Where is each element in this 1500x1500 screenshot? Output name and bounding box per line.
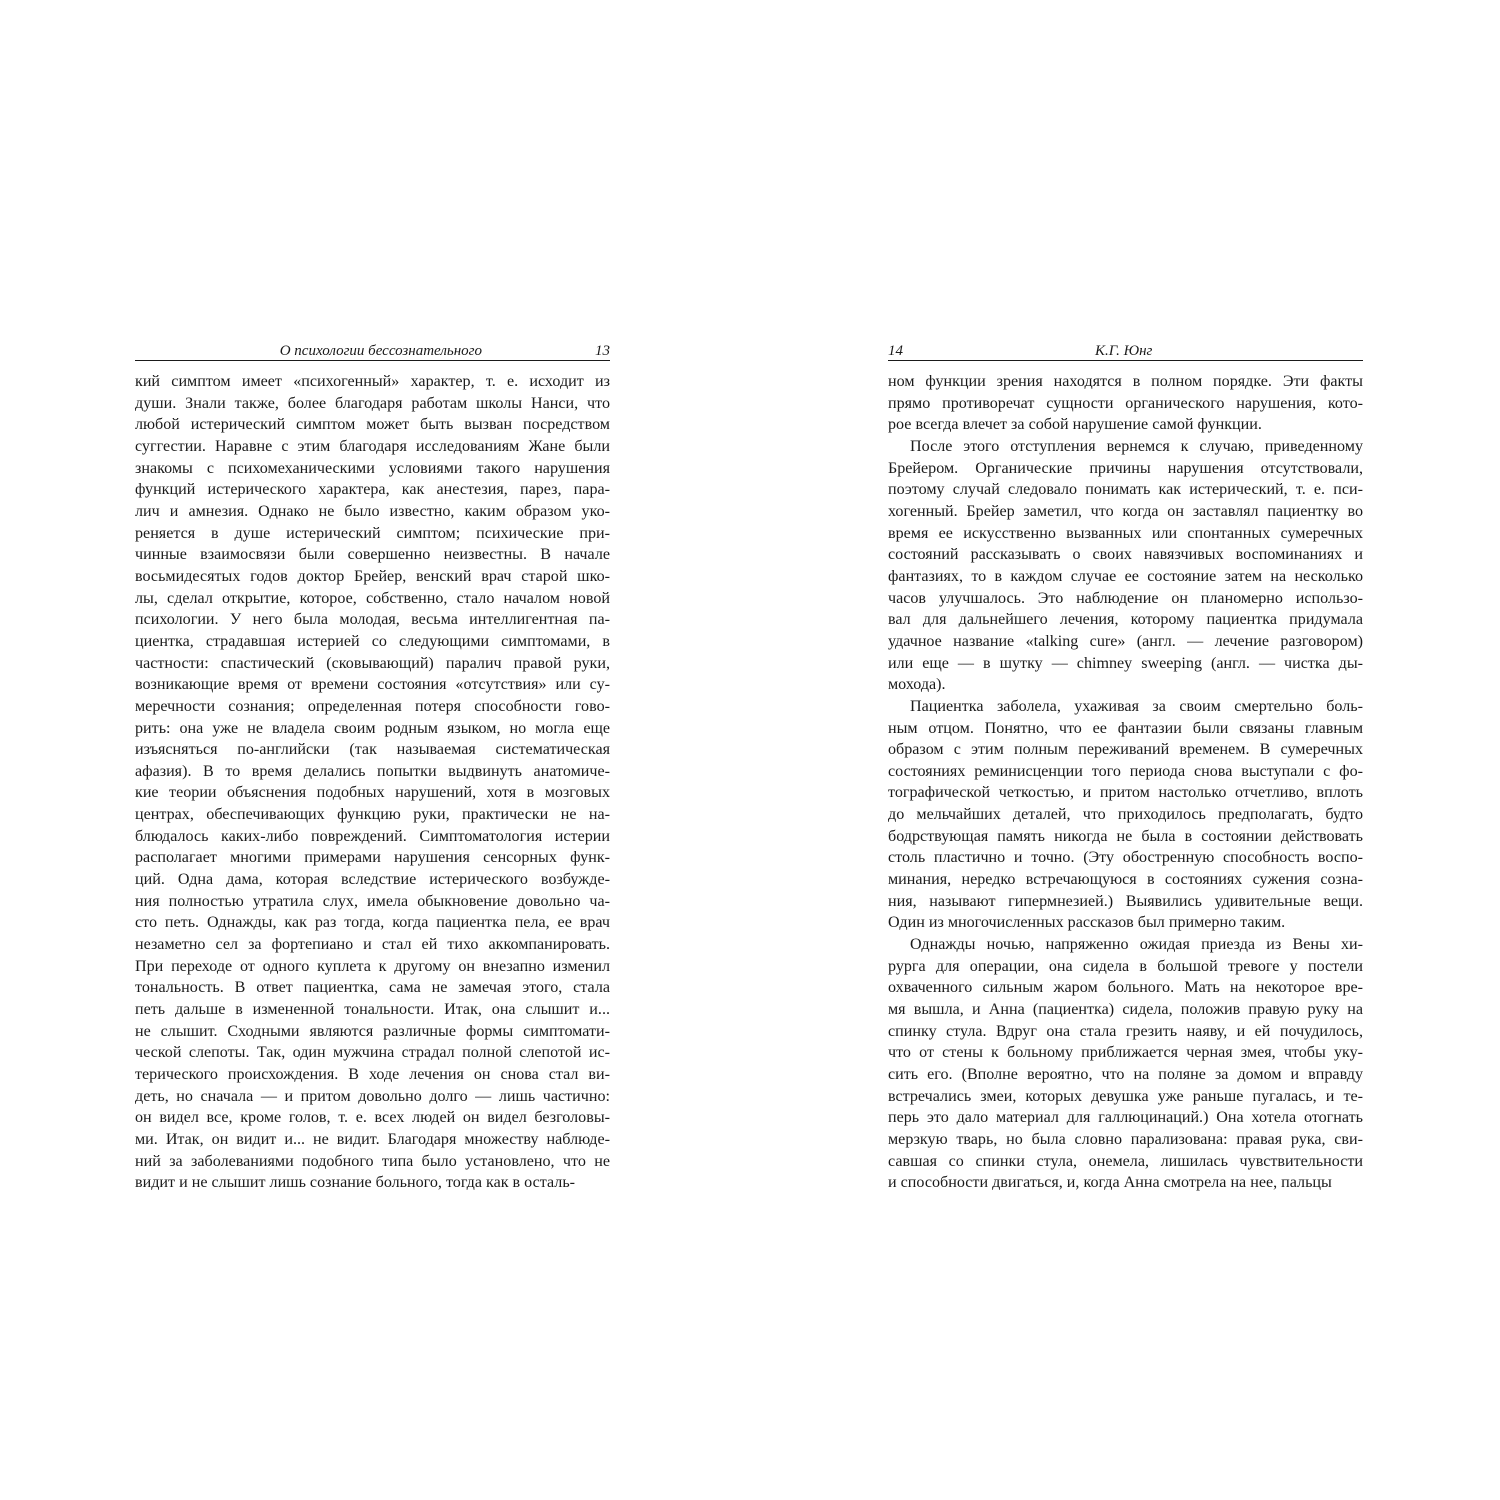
text-line: деть, но сначала — и притом довольно долго — лишь частично: (135, 1087, 610, 1105)
text-line: мохода). (888, 676, 946, 694)
left-page-text (135, 371, 610, 1194)
text-line: циентка, страдавшая истерией со следующими симптомами, в (135, 632, 610, 650)
text-line: лич и амнезия. Однако не было известно, каким образом уко- (135, 502, 610, 520)
text-line: чинные взаимосвязи были совершенно неизвестны. В начале (135, 546, 610, 564)
text-line: рурга для операции, она сидела в большой тревоге у постели (888, 957, 1363, 975)
text-line: состояний рассказывать о своих навязчивых воспоминаниях и (888, 546, 1363, 564)
text-line: терического происхождения. В ходе лечения он снова стал ви- (135, 1066, 610, 1083)
text-line: тональность. В ответ пациентка, сама не замечая этого, стала (135, 979, 610, 997)
text-line: блюдалось каких-либо повреждений. Симптоматология истерии (135, 827, 610, 845)
text-line: состояниях реминисценции того периода снова выступали с фо- (888, 762, 1363, 780)
text-line: меречности сознания; определенная потеря способности гово- (135, 697, 610, 715)
text-line: ном функции зрения находятся в полном порядке. Эти факты (888, 373, 1363, 390)
text-line: тографической четкостью, и притом настолько отчетливо, вплоть (888, 784, 1363, 802)
text-line: часов улучшалось. Это наблюдение он планомерно использо- (888, 589, 1363, 607)
text-line: и способности двигаться, и, когда Анна смотрела на нее, пальцы (888, 1174, 1332, 1192)
text-line: мерзкую тварь, но была словно парализована: правая рука, сви- (888, 1130, 1363, 1148)
text-line: не слышит. Сходными являются различные формы симптомати- (135, 1022, 610, 1040)
text-line: суггестии. Наравне с этим благодаря исследованиям Жане были (135, 437, 610, 455)
text-line: время ее искусственно вызванных или спонтанных сумеречных (888, 524, 1363, 542)
text-line: рое всегда влечет за собой нарушение самой функции. (888, 416, 1262, 434)
text-line: спинку стула. Вдруг она стала грезить наяву, и ей почудилось, (888, 1022, 1363, 1040)
text-line: поэтому случай следовало понимать как истерический, т. е. пси- (888, 481, 1363, 499)
text-line: После этого отступления вернемся к случаю, приведенному (910, 437, 1363, 455)
text-line: минания, нередко встречающуюся в состояниях сужения созна- (888, 871, 1363, 889)
text-line: мя вышла, и Анна (пациентка) сидела, положив правую руку на (888, 1001, 1363, 1019)
text-line: При переходе от одного куплета к другому он внезапно изменил (135, 957, 610, 975)
text-line: частности: спастический (сковывающий) паралич правой руки, (135, 654, 610, 672)
text-line: кие теории объяснения подобных нарушений, хотя в мозговых (135, 784, 610, 802)
right-page (888, 343, 1363, 1194)
text-line: вал для дальнейшего лечения, которому пациентка придумала (888, 611, 1363, 629)
text-line: ния полностью утратила слух, имела обыкновение довольно ча- (135, 892, 610, 910)
text-line: охваченного сильным жаром больного. Мать на некоторое вре- (888, 979, 1363, 997)
text-line: до мельчайших деталей, что приходилось предполагать, будто (888, 806, 1363, 824)
right-page-number: 14 (888, 343, 903, 359)
text-line: образом с этим полным переживаний временем. В сумеречных (888, 741, 1363, 759)
text-line: ций. Одна дама, которая вследствие истерического возбужде- (135, 871, 610, 889)
text-line: столь пластично и точно. (Эту обостренную способность воспо- (888, 849, 1363, 867)
text-line: фантазиях, то в каждом случае ее состояние затем на несколько (888, 567, 1363, 585)
text-line: реняется в душе истерический симптом; психические при- (135, 524, 610, 542)
text-line: изъясняться по-английски (так называемая систематическая (135, 741, 610, 759)
text-line: что от стены к больному приближается черная змея, чтобы уку- (888, 1044, 1363, 1062)
text-line: психологии. У него была молодая, весьма интеллигентная па- (135, 611, 610, 629)
left-header-title: О психологии бессознательного (279, 343, 482, 359)
text-line: Пациентка заболела, ухаживая за своим смертельно боль- (910, 697, 1363, 715)
text-line: ми. Итак, он видит и... не видит. Благодаря множеству наблюде- (135, 1130, 610, 1148)
text-line: ния, называют гипермнезией.) Выявились удивительные вещи. (888, 892, 1363, 910)
text-line: перь это дало материал для галлюцинаций.) Она хотела отогнать (888, 1109, 1363, 1127)
right-page-text (888, 371, 1363, 1194)
left-running-header (135, 343, 610, 361)
text-line: незаметно сел за фортепиано и стал ей тихо аккомпанировать. (135, 936, 610, 954)
text-line: прямо противоречат сущности органического нарушения, кото- (888, 394, 1363, 412)
left-page (135, 343, 610, 1194)
text-line: рить: она уже не владела своим родным языком, но могла еще (135, 719, 610, 737)
text-line: афазия). В то время делались попытки выдвинуть анатомиче- (135, 762, 610, 780)
text-line: души. Знали также, более благодаря работам школы Нанси, что (135, 394, 610, 412)
text-line: кий симптом имеет «психогенный» характер, т. е. исходит из (135, 373, 610, 390)
text-line: Один из многочисленных рассказов был примерно таким. (888, 914, 1286, 932)
left-page-number: 13 (595, 343, 610, 359)
text-line: ным отцом. Понятно, что ее фантазии были связаны главным (888, 719, 1363, 737)
text-line: удачное название «talking cure» (англ. — лечение разговором) (888, 632, 1363, 650)
text-line: сто петь. Однажды, как раз тогда, когда пациентка пела, ее врач (135, 914, 610, 932)
text-line: бодрствующая память никогда не была в состоянии действовать (888, 827, 1363, 845)
text-line: лы, сделал открытие, которое, собственно, стало началом новой (135, 589, 610, 607)
text-line: хогенный. Брейер заметил, что когда он заставлял пациентку во (888, 502, 1363, 520)
text-line: встречались змеи, которых девушка уже раньше пугалась, и те- (888, 1087, 1363, 1105)
text-line: савшая со спинки стула, онемела, лишилась чувствительности (888, 1152, 1363, 1170)
text-line: располагает многими примерами нарушения сенсорных функ- (135, 849, 610, 867)
text-line: Однажды ночью, напряженно ожидая приезда из Вены хи- (910, 936, 1363, 954)
text-line: петь дальше в измененной тональности. Итак, она слышит и... (135, 1001, 610, 1019)
text-line: функций истерического характера, как анестезия, парез, пара- (135, 481, 610, 499)
text-line: центрах, обеспечивающих функцию руки, практически не на- (135, 806, 610, 824)
text-line: возникающие время от времени состояния «отсутствия» или су- (135, 676, 610, 694)
right-running-header (888, 343, 1363, 361)
text-line: сить его. (Вполне вероятно, что на поляне за домом и вправду (888, 1066, 1363, 1083)
text-line: или еще — в шутку — chimney sweeping (англ. — чистка ды- (888, 654, 1363, 672)
text-line: восьмидесятых годов доктор Брейер, венский врач старой шко- (135, 567, 610, 585)
text-line: Брейером. Органические причины нарушения отсутствовали, (888, 459, 1363, 477)
text-line: ческой слепоты. Так, один мужчина страдал полной слепотой ис- (135, 1044, 610, 1062)
text-line: видит и не слышит лишь сознание больного, тогда как в осталь- (135, 1174, 576, 1192)
right-header-title: К.Г. Юнг (1095, 343, 1153, 359)
text-line: любой истерический симптом может быть вызван посредством (135, 416, 610, 434)
text-line: ний за заболеваниями подобного типа было установлено, что не (135, 1152, 610, 1170)
text-line: знакомы с психомеханическими условиями такого нарушения (135, 459, 610, 477)
text-line: он видел все, кроме голов, т. е. всех людей он видел безголовы- (135, 1109, 610, 1127)
